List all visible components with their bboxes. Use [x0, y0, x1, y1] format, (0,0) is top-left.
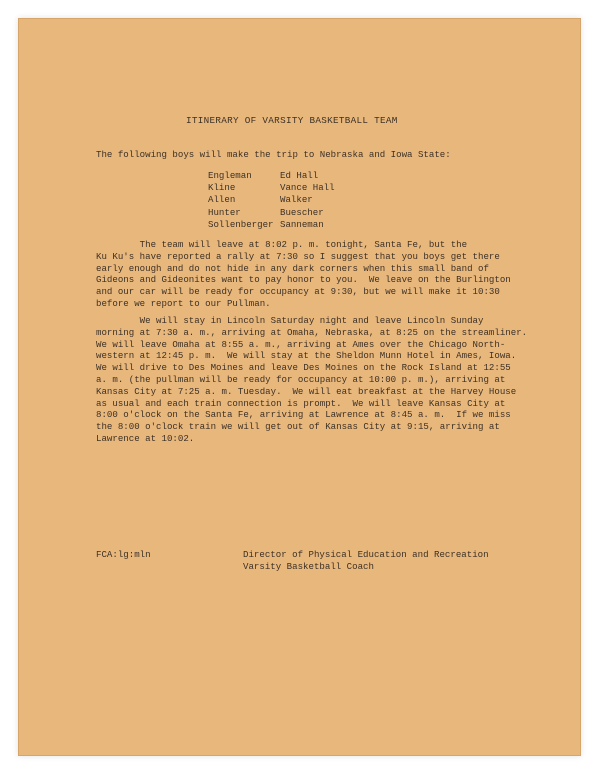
intro-line: The following boys will make the trip to Nebraska and Iowa State:	[96, 149, 451, 160]
paragraph-line: early enough and do not hide in any dark corners when this small band of	[96, 262, 489, 274]
roster-name-right: Sanneman	[280, 218, 324, 230]
roster-row	[208, 194, 408, 206]
paragraph-departure	[96, 239, 536, 310]
roster-list	[208, 170, 408, 231]
roster-name-left: Hunter	[208, 206, 241, 218]
paragraph-line: Ku Ku's have reported a rally at 7:30 so I suggest that you boys get there	[96, 250, 500, 262]
paragraph-line: Gideons and Gideonites want to pay honor to you. We leave on the Burlington	[96, 274, 511, 286]
paragraph-line: Lawrence at 10:02.	[96, 432, 195, 444]
paragraph-line: western at 12:45 p. m. We will stay at the Sheldon Munn Hotel in Ames, Iowa.	[96, 350, 517, 362]
paragraph-line: Kansas City at 7:25 a. m. Tuesday. We will eat breakfast at the Harvey House	[96, 385, 517, 397]
paragraph-line: We will leave Omaha at 8:55 a. m., arriving at Ames over the Chicago North-	[96, 338, 506, 350]
roster-name-right: Ed Hall	[280, 170, 319, 181]
roster-name-left: Sollenberger	[208, 218, 274, 230]
roster-row	[208, 207, 408, 219]
roster-row	[208, 170, 408, 182]
paragraph-line: before we report to our Pullman.	[96, 297, 271, 309]
paragraph-line: as usual and each train connection is prompt. We will leave Kansas City at	[96, 397, 506, 409]
roster-name-left: Allen	[208, 194, 236, 206]
paragraph-line: We will drive to Des Moines and leave Des Moines on the Rock Island at 12:55	[96, 362, 511, 374]
paragraph-line: a. m. (the pullman will be ready for occupancy at 10:00 p. m.), arriving at	[96, 373, 506, 385]
document-title: ITINERARY OF VARSITY BASKETBALL TEAM	[186, 115, 398, 126]
signature-line: Director of Physical Education and Recreation	[243, 549, 489, 560]
roster-name-right: Walker	[280, 194, 313, 206]
roster-name-left: Kline	[208, 182, 236, 194]
paragraph-schedule	[96, 315, 536, 445]
roster-row	[208, 182, 408, 194]
roster-name-right: Buescher	[280, 206, 324, 218]
signature-block	[243, 549, 489, 573]
paragraph-line: and our car will be ready for occupancy at 9:30, but we will make it 10:30	[96, 286, 500, 298]
typist-initials: FCA:lg:mln	[96, 549, 151, 560]
paragraph-line: morning at 7:30 a. m., arriving at Omaha, Nebraska, at 8:25 on the streamliner.	[96, 326, 528, 338]
paragraph-line: We will stay in Lincoln Saturday night and leave Lincoln Sunday	[96, 315, 484, 326]
roster-name-left: Engleman	[208, 170, 252, 181]
paragraph-line: 8:00 o'clock on the Santa Fe, arriving at Lawrence at 8:45 a. m. If we miss	[96, 409, 511, 421]
paragraph-line: the 8:00 o'clock train we will get out of Kansas City at 9:15, arriving at	[96, 421, 500, 433]
paragraph-line: The team will leave at 8:02 p. m. tonight, Santa Fe, but the	[96, 239, 468, 250]
signature-line: Varsity Basketball Coach	[243, 560, 374, 572]
roster-name-right: Vance Hall	[280, 182, 335, 194]
roster-row	[208, 219, 408, 231]
